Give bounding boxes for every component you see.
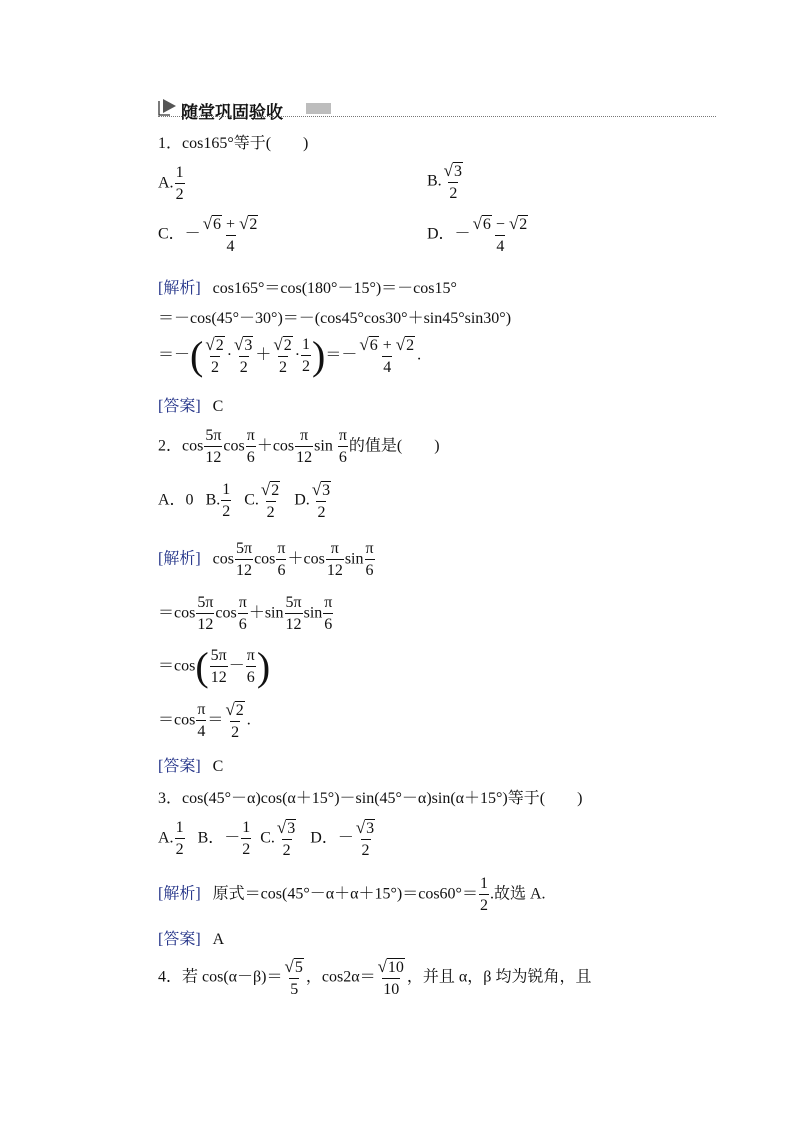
q1-analysis-line1: [解析] cos165°＝cos(180°－15°)＝－cos15° (158, 280, 457, 297)
q2-analysis-line1: [解析] cos $\frac{5\pi}{12}$ cos $\frac{\pi}{6}$ ＋cos $\frac{\pi}{12}$ sin $\frac{\pi}{6}$ (158, 540, 374, 579)
q2-answer: [答案] C (158, 758, 224, 775)
q1-option-c: C．－ $\frac{√6 + √2}{4}$ (158, 214, 258, 255)
q1-option-a: A. $\frac{1}{2}$ (158, 164, 184, 203)
section-arrow-icon (158, 98, 178, 116)
q1-answer: [答案] C (158, 398, 224, 415)
q1-stem: 1．cos165°等于( ) (158, 135, 309, 152)
q2-analysis-line3: ＝cos( $\frac{5\pi}{12}$ － $\frac{\pi}{6}$ ) (158, 644, 271, 689)
q1-analysis-line2: ＝－cos(45°－30°)＝－(cos45°cos30°＋sin45°sin30°) (158, 310, 512, 327)
q2-options: A．0 B. $\frac{1}{2}$ C. $\frac{√2}{2}$ D. $\frac{√3}{2}$ (158, 480, 331, 521)
q3-options: A. $\frac{1}{2}$ B．－ $\frac{1}{2}$ C. $\frac{√3}{2}$ D．－ $\frac{√3}{2}$ (158, 818, 375, 859)
section-title-decoration (306, 103, 331, 114)
q1-option-b: B. $\frac{√3}{2}$ (427, 161, 463, 202)
q2-analysis-line2: ＝cos $\frac{5\pi}{12}$ cos $\frac{\pi}{6}$ ＋sin $\frac{5\pi}{12}$ sin $\frac{\pi}{6}$ (158, 594, 333, 633)
q1-analysis-line3: ＝－( $\frac{√2}{2}$ · $\frac{√3}{2}$ ＋ $\frac{√2}{2}$ · $\frac{1}{2}$ )＝－ $\frac{√6 + √2}{4}$ . (158, 333, 422, 378)
q3-answer: [答案] A (158, 931, 225, 948)
q1-option-d: D．－ $\frac{√6 - √2}{4}$ (427, 214, 528, 255)
q3-analysis: [解析] 原式＝cos(45°－α＋α＋15°)＝cos60°＝ $\frac{1}{2}$ .故选 A. (158, 875, 546, 914)
q2-analysis-line4: ＝cos $\frac{\pi}{4}$ ＝ $\frac{√2}{2}$ . (158, 700, 251, 741)
q3-stem: 3．cos(45°－α)cos(α＋15°)－sin(45°－α)sin(α＋15°)等于( ) (158, 790, 583, 807)
section-divider (158, 116, 716, 117)
q4-stem: 4．若 cos(α－β)＝ $\frac{√5}{5}$ ，cos2α＝ $\frac{√10}{10}$ ，并且 α，β 均为锐角，且 (158, 957, 592, 998)
q2-stem: 2．cos $\frac{5\pi}{12}$ cos $\frac{\pi}{6}$ ＋cos $\frac{\pi}{12}$ sin $\frac{\pi}{6}$ 的值是( ) (158, 427, 440, 466)
section-title: 随堂巩固验收 (181, 103, 283, 123)
